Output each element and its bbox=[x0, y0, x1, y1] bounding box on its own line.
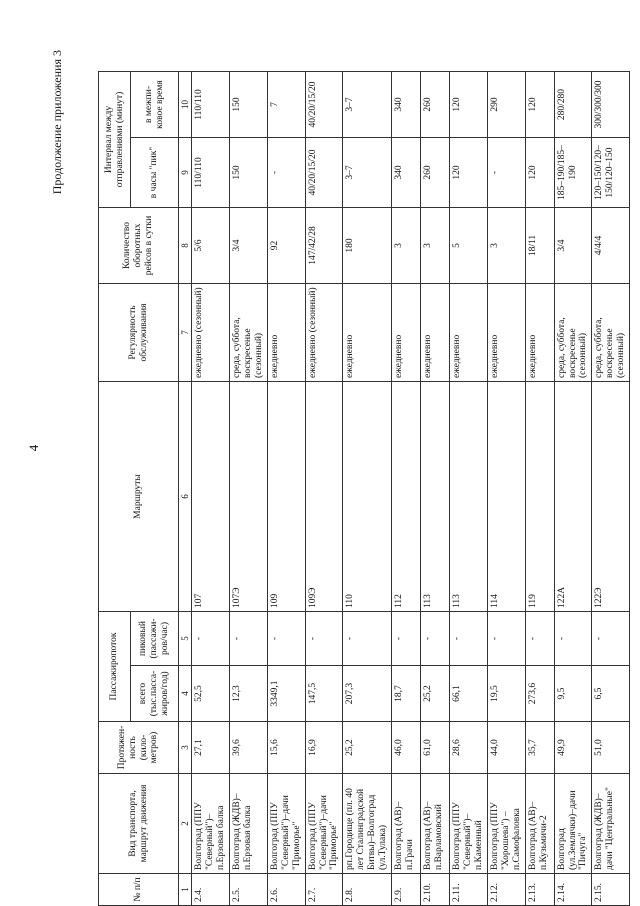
cell-name: Волгоград (АВ)–п.Грачи bbox=[392, 774, 421, 874]
cell-int_off: 300/300/300 bbox=[592, 72, 630, 138]
cell-route: 122А bbox=[554, 382, 592, 612]
cell-reg: ежедневно (сезонный) bbox=[305, 284, 343, 382]
cell-total: 66,1 bbox=[450, 666, 488, 722]
cell-route: 109 bbox=[267, 382, 305, 612]
cell-length: 27,1 bbox=[192, 722, 230, 774]
column-number: 4 bbox=[179, 666, 192, 722]
table-row bbox=[230, 72, 268, 906]
column-number: 3 bbox=[179, 722, 192, 774]
cell-int_peak: - bbox=[267, 138, 305, 208]
table-row bbox=[192, 72, 230, 906]
cell-peak: - bbox=[487, 612, 525, 666]
cell-no: 2.10. bbox=[421, 874, 450, 906]
cell-int_off: 120 bbox=[450, 72, 488, 138]
cell-route: 110 bbox=[343, 382, 392, 612]
table-row bbox=[392, 72, 421, 906]
cell-int_off: 260 bbox=[421, 72, 450, 138]
cell-reg: среда, суббота, воскресенье (сезонный) bbox=[230, 284, 268, 382]
cell-trips: 3 bbox=[392, 208, 421, 284]
cell-int_peak: 40/20/15/20 bbox=[305, 138, 343, 208]
cell-no: 2.9. bbox=[392, 874, 421, 906]
page-number: 4 bbox=[26, 444, 41, 452]
cell-total: 18,7 bbox=[392, 666, 421, 722]
cell-trips: 92 bbox=[267, 208, 305, 284]
cell-no: 2.13. bbox=[525, 874, 554, 906]
table-row bbox=[554, 72, 592, 906]
cell-no: 2.14. bbox=[554, 874, 592, 906]
cell-trips: 3 bbox=[487, 208, 525, 284]
cell-length: 46,0 bbox=[392, 722, 421, 774]
table-row bbox=[343, 72, 392, 906]
column-numbers-row bbox=[179, 72, 192, 906]
table-row bbox=[592, 72, 630, 906]
cell-length: 28,6 bbox=[450, 722, 488, 774]
cell-name: Волгоград (ППУ "Северный")–дачи "Приморье" bbox=[305, 774, 343, 874]
header-passenger-flow: Пассажиропоток bbox=[99, 612, 131, 722]
cell-total: 3349,1 bbox=[267, 666, 305, 722]
cell-peak: - bbox=[592, 612, 630, 666]
cell-no: 2.7. bbox=[305, 874, 343, 906]
cell-route: 109Э bbox=[305, 382, 343, 612]
column-number: 10 bbox=[179, 72, 192, 138]
cell-int_off: 280/280 bbox=[554, 72, 592, 138]
header-length: Протяжен-ность (кило-метров) bbox=[99, 722, 179, 774]
cell-total: 12,3 bbox=[230, 666, 268, 722]
cell-name: Волгоград (АВ)–п.Варламовский bbox=[421, 774, 450, 874]
column-number: 5 bbox=[179, 612, 192, 666]
cell-int_off: 110/110 bbox=[192, 72, 230, 138]
header-total: всего (тыс.пасса-жиров/год) bbox=[131, 666, 179, 722]
cell-route: 107Э bbox=[230, 382, 268, 612]
header-trips: Количество оборотных рейсов в сутки bbox=[99, 208, 179, 284]
cell-reg: ежедневно bbox=[421, 284, 450, 382]
cell-no: 2.4. bbox=[192, 874, 230, 906]
cell-peak: - bbox=[525, 612, 554, 666]
cell-peak: - bbox=[192, 612, 230, 666]
cell-peak: - bbox=[450, 612, 488, 666]
cell-route: 113 bbox=[421, 382, 450, 612]
cell-trips: 3/4 bbox=[230, 208, 268, 284]
table-row bbox=[267, 72, 305, 906]
cell-peak: - bbox=[343, 612, 392, 666]
appendix-caption: Продолжение приложения 3 bbox=[50, 50, 64, 195]
cell-int_off: 3–7 bbox=[343, 72, 392, 138]
header-no: № п/п bbox=[99, 874, 179, 906]
cell-reg: среда, суббота, воскресенье (сезонный) bbox=[592, 284, 630, 382]
cell-reg: ежедневно bbox=[267, 284, 305, 382]
cell-name: Волгоград (ЖДВ)–дачи "Центральные" bbox=[592, 774, 630, 874]
cell-trips: 180 bbox=[343, 208, 392, 284]
column-number: 9 bbox=[179, 138, 192, 208]
cell-name: Волгоград (ЖДВ)–п.Ерзовая балка bbox=[230, 774, 268, 874]
cell-peak: - bbox=[267, 612, 305, 666]
column-number: 1 bbox=[179, 874, 192, 906]
cell-no: 2.11. bbox=[450, 874, 488, 906]
cell-reg: ежедневно bbox=[450, 284, 488, 382]
cell-length: 16,9 bbox=[305, 722, 343, 774]
cell-int_peak: 185–190/185–190 bbox=[554, 138, 592, 208]
cell-peak: - bbox=[230, 612, 268, 666]
cell-route: 112 bbox=[392, 382, 421, 612]
cell-no: 2.8. bbox=[343, 874, 392, 906]
cell-no: 2.6. bbox=[267, 874, 305, 906]
cell-reg: среда, суббота, воскресенье (сезонный) bbox=[554, 284, 592, 382]
cell-total: 6,5 bbox=[592, 666, 630, 722]
table-row bbox=[487, 72, 525, 906]
cell-int_peak: 120 bbox=[525, 138, 554, 208]
cell-int_off: 290 bbox=[487, 72, 525, 138]
cell-int_off: 7 bbox=[267, 72, 305, 138]
cell-name: Волгоград (ППУ "Северный")–п.Ерзовая балка bbox=[192, 774, 230, 874]
column-number: 6 bbox=[179, 382, 192, 612]
routes-table bbox=[98, 71, 630, 906]
cell-reg: ежедневно bbox=[392, 284, 421, 382]
cell-int_peak: 260 bbox=[421, 138, 450, 208]
cell-int_off: 150 bbox=[230, 72, 268, 138]
header-routes: Маршруты bbox=[99, 382, 179, 612]
cell-no: 2.5. bbox=[230, 874, 268, 906]
cell-total: 147,5 bbox=[305, 666, 343, 722]
table-row bbox=[525, 72, 554, 906]
cell-name: Волгоград (ППУ "Хорошева") – п.Самофаловка bbox=[487, 774, 525, 874]
cell-trips: 147/42/28 bbox=[305, 208, 343, 284]
cell-route: 119 bbox=[525, 382, 554, 612]
header-peak-hours: в часы "пик" bbox=[131, 138, 179, 208]
cell-int_peak: 120–150/120–150/120–150 bbox=[592, 138, 630, 208]
table-row bbox=[450, 72, 488, 906]
cell-trips: 5 bbox=[450, 208, 488, 284]
cell-total: 19,5 bbox=[487, 666, 525, 722]
cell-route: 122Э bbox=[592, 382, 630, 612]
cell-int_peak: 120 bbox=[450, 138, 488, 208]
rotated-table-area bbox=[50, 46, 627, 906]
cell-reg: ежедневно bbox=[487, 284, 525, 382]
cell-trips: 3/4 bbox=[554, 208, 592, 284]
cell-length: 49,9 bbox=[554, 722, 592, 774]
header-route-name: Вид транспорта, маршрут движения bbox=[99, 774, 179, 874]
column-number: 2 bbox=[179, 774, 192, 874]
cell-total: 52,5 bbox=[192, 666, 230, 722]
cell-trips: 3 bbox=[421, 208, 450, 284]
cell-peak: - bbox=[421, 612, 450, 666]
table-row bbox=[421, 72, 450, 906]
cell-no: 2.15. bbox=[592, 874, 630, 906]
cell-length: 39,6 bbox=[230, 722, 268, 774]
cell-trips: 5/6 bbox=[192, 208, 230, 284]
cell-name: рп.Городище (пл. 40 лет Сталинградской Битвы)–Волгоград (ул.Тулака) bbox=[343, 774, 392, 874]
cell-length: 51,0 bbox=[592, 722, 630, 774]
column-number: 7 bbox=[179, 284, 192, 382]
cell-trips: 18/11 bbox=[525, 208, 554, 284]
cell-route: 107 bbox=[192, 382, 230, 612]
cell-length: 25,2 bbox=[343, 722, 392, 774]
cell-name: Волгоград (АВ)–п.Кузьмичи-2 bbox=[525, 774, 554, 874]
cell-int_peak: 3–7 bbox=[343, 138, 392, 208]
cell-peak: - bbox=[392, 612, 421, 666]
cell-route: 113 bbox=[450, 382, 488, 612]
cell-total: 25,2 bbox=[421, 666, 450, 722]
header-offpeak: в межпи-ковое время bbox=[131, 72, 179, 138]
cell-reg: ежедневно bbox=[343, 284, 392, 382]
cell-peak: - bbox=[554, 612, 592, 666]
header-regularity: Регулярность обслуживания bbox=[99, 284, 179, 382]
cell-no: 2.12. bbox=[487, 874, 525, 906]
cell-total: 207,3 bbox=[343, 666, 392, 722]
cell-trips: 4/4/4 bbox=[592, 208, 630, 284]
cell-name: Волгоград (ул.Землячки)–дачи "Пичуга" bbox=[554, 774, 592, 874]
cell-name: Волгоград (ППУ "Северный")–п.Каменный bbox=[450, 774, 488, 874]
cell-length: 61,0 bbox=[421, 722, 450, 774]
cell-length: 15,6 bbox=[267, 722, 305, 774]
cell-reg: ежедневно (сезонный) bbox=[192, 284, 230, 382]
cell-int_off: 120 bbox=[525, 72, 554, 138]
cell-int_peak: - bbox=[487, 138, 525, 208]
cell-int_peak: 340 bbox=[392, 138, 421, 208]
cell-int_off: 40/20/15/20 bbox=[305, 72, 343, 138]
cell-int_peak: 110/110 bbox=[192, 138, 230, 208]
cell-length: 44,0 bbox=[487, 722, 525, 774]
cell-int_peak: 150 bbox=[230, 138, 268, 208]
cell-route: 114 bbox=[487, 382, 525, 612]
cell-int_off: 340 bbox=[392, 72, 421, 138]
cell-reg: ежедневно bbox=[525, 284, 554, 382]
cell-peak: - bbox=[305, 612, 343, 666]
header-interval: Интервал между отправлениями (минут) bbox=[99, 72, 131, 208]
cell-total: 273,6 bbox=[525, 666, 554, 722]
column-number: 8 bbox=[179, 208, 192, 284]
cell-length: 35,7 bbox=[525, 722, 554, 774]
cell-name: Волгоград (ППУ "Северный")–дачи "Приморье" bbox=[267, 774, 305, 874]
cell-total: 9,5 bbox=[554, 666, 592, 722]
table-row bbox=[305, 72, 343, 906]
header-peak: пиковый (пассажи-ров/час) bbox=[131, 612, 179, 666]
